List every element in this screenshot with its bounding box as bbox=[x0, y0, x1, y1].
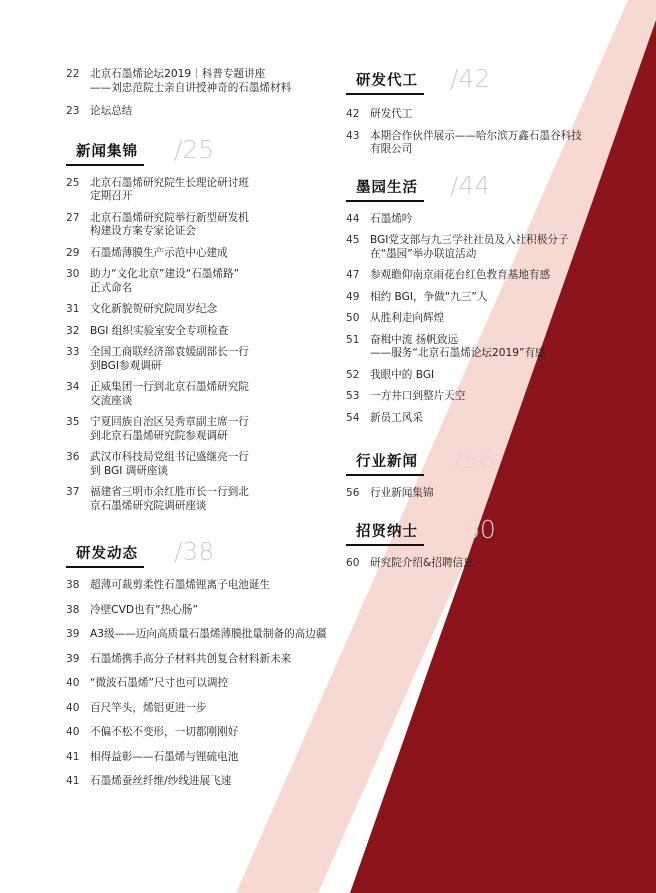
entry-page-number: 27 bbox=[66, 211, 80, 224]
entry-title: BGI 组织实验室安全专项检查 bbox=[90, 324, 229, 337]
entry-title: 石墨烯薄膜生产示范中心建成 bbox=[90, 246, 228, 259]
entry-page-number: 35 bbox=[66, 416, 80, 428]
entry-page-number: 34 bbox=[66, 381, 80, 393]
entry-title: 百尺竿头，烯铝更进一步 bbox=[90, 701, 207, 714]
entry-title: A3级——迈向高质量石墨烯薄膜批量制备的高边疆 bbox=[90, 628, 327, 640]
entry-page-number: 40 bbox=[66, 701, 80, 714]
entry-title: 新员工风采 bbox=[370, 411, 423, 424]
entry-title: 正威集团一行到北京石墨烯研究院 交流座谈 bbox=[90, 381, 249, 407]
industry-news-list bbox=[346, 487, 616, 501]
entry-page-number: 22 bbox=[66, 68, 80, 80]
toc-entry[interactable] bbox=[66, 677, 356, 691]
entry-title: 相约 BGI，争做“九三”人 bbox=[370, 290, 488, 303]
entry-page-number: 54 bbox=[346, 411, 360, 424]
entry-title: 石墨烯携手高分子材料共创复合材料新未来 bbox=[90, 652, 292, 665]
section-page: /42 bbox=[450, 64, 491, 93]
section-header-news bbox=[66, 134, 356, 169]
entry-page-number: 50 bbox=[346, 312, 360, 324]
section-page: /38 bbox=[174, 537, 215, 566]
entry-page-number: 40 bbox=[66, 677, 80, 689]
entry-title: 奋楫中流 扬帆致远 ——服务“北京石墨烯论坛2019”有感 bbox=[370, 333, 546, 359]
toc-entry[interactable] bbox=[346, 334, 616, 361]
entry-page-number: 47 bbox=[346, 269, 360, 281]
entry-page-number: 56 bbox=[346, 487, 360, 499]
entry-page-number: 29 bbox=[66, 246, 80, 259]
entry-title: 冷壁CVD也有“热心肠” bbox=[90, 603, 198, 616]
entry-title: BGI党支部与九三学社社员及入社积极分子 在“墨园”举办联谊活动 bbox=[370, 234, 569, 260]
news-list bbox=[66, 177, 356, 514]
toc-entry[interactable] bbox=[66, 751, 356, 765]
toc-entry[interactable] bbox=[66, 604, 356, 618]
entry-title: 论坛总结 bbox=[90, 105, 133, 117]
toc-entry[interactable] bbox=[66, 303, 356, 317]
entry-page-number: 37 bbox=[66, 486, 80, 498]
section-page: /44 bbox=[450, 170, 491, 200]
entry-title: 北京石墨烯研究院举行新型研发机 构建设方案专家论证会 bbox=[90, 211, 249, 237]
entry-title: 相得益彰——石墨烯与锂硫电池 bbox=[90, 750, 239, 763]
section-label: 新闻集锦 bbox=[66, 141, 144, 163]
rnd-list bbox=[66, 579, 356, 789]
section-header-campus-life bbox=[346, 170, 616, 205]
section-label: 研发动态 bbox=[66, 543, 144, 565]
recruitment-list bbox=[346, 557, 616, 571]
toc-entry[interactable] bbox=[66, 247, 356, 261]
entry-title: 行业新闻集锦 bbox=[370, 487, 434, 499]
left-column bbox=[66, 68, 356, 789]
entry-page-number: 30 bbox=[66, 268, 80, 280]
entry-page-number: 44 bbox=[346, 212, 360, 225]
section-header-rnd-dynamics bbox=[66, 537, 356, 571]
entry-page-number: 38 bbox=[66, 603, 80, 616]
toc-entry[interactable] bbox=[66, 486, 356, 513]
entry-page-number: 36 bbox=[66, 451, 80, 463]
entry-title: 石墨烯吟 bbox=[370, 212, 413, 225]
entry-page-number: 52 bbox=[346, 368, 360, 381]
campus-life-list bbox=[346, 213, 616, 426]
toc-entry[interactable] bbox=[66, 268, 356, 295]
entry-page-number: 33 bbox=[66, 346, 80, 358]
toc-entry[interactable] bbox=[346, 557, 616, 571]
entry-title: 北京石墨烯研究院生长理论研讨班 定期召开 bbox=[90, 176, 249, 202]
toc-entry[interactable] bbox=[66, 726, 356, 740]
section-label: 研发代工 bbox=[346, 70, 424, 92]
toc-entry[interactable] bbox=[346, 213, 616, 227]
section-header-recruitment bbox=[346, 514, 616, 549]
toc-entry[interactable] bbox=[66, 325, 356, 339]
section-label: 行业新闻 bbox=[346, 451, 424, 473]
toc-entry[interactable] bbox=[346, 312, 616, 326]
entry-page-number: 53 bbox=[346, 390, 360, 402]
entry-page-number: 32 bbox=[66, 324, 80, 337]
entry-title: 超薄可裁剪柔性石墨烯锂离子电池诞生 bbox=[90, 579, 271, 591]
toc-entry[interactable] bbox=[66, 628, 356, 642]
entry-title: 从胜利走向辉煌 bbox=[370, 312, 445, 324]
section-page: /56 bbox=[454, 445, 495, 474]
section-label: 墨园生活 bbox=[346, 177, 424, 199]
toc-entry[interactable] bbox=[346, 390, 616, 404]
entry-title: 北京石墨烯论坛2019｜科普专题讲座 ——刘忠范院士亲自讲授神奇的石墨烯材料 bbox=[90, 68, 292, 94]
toc-entry[interactable] bbox=[66, 346, 356, 373]
toc-entry[interactable] bbox=[66, 381, 356, 408]
toc-entry[interactable] bbox=[66, 702, 356, 716]
entry-page-number: 40 bbox=[66, 726, 80, 738]
toc-entry[interactable] bbox=[66, 416, 356, 443]
toc-entry[interactable] bbox=[66, 212, 356, 239]
section-page: 60 bbox=[464, 514, 496, 544]
toc-entry[interactable] bbox=[346, 130, 616, 157]
toc-entry[interactable] bbox=[66, 579, 356, 593]
entry-title: 石墨烯蚕丝纤维/纱线进展飞速 bbox=[90, 775, 232, 787]
section-header-industry-news bbox=[346, 445, 616, 479]
toc-entry[interactable] bbox=[66, 68, 356, 95]
toc-entry[interactable] bbox=[346, 412, 616, 426]
entry-title: 一方井口到整片天空 bbox=[370, 390, 466, 402]
toc-entry[interactable] bbox=[346, 487, 616, 501]
entry-page-number: 60 bbox=[346, 556, 360, 569]
entry-title: 不偏不松不变形，一切都刚刚好 bbox=[90, 726, 239, 738]
entry-title: 全国工商联经济部袁媛副部长一行 到BGI参观调研 bbox=[90, 346, 249, 372]
entry-title: 福建省三明市余红胜市长一行到北 京石墨烯研究院调研座谈 bbox=[90, 486, 249, 512]
entry-title: 研究院介绍&招聘信息 bbox=[370, 556, 474, 569]
section-header-rnd-foundry bbox=[346, 64, 616, 98]
foundry-list bbox=[346, 108, 616, 157]
entry-title: 宁夏回族自治区吴秀章副主席一行 到北京石墨烯研究院参观调研 bbox=[90, 416, 249, 442]
entry-page-number: 45 bbox=[346, 234, 360, 246]
entry-title: “微波石墨烯”尺寸也可以调控 bbox=[90, 677, 229, 689]
entry-title: 参观瞻仰南京雨花台红色教育基地有感 bbox=[370, 269, 551, 281]
toc-entry[interactable] bbox=[66, 105, 356, 119]
entry-page-number: 23 bbox=[66, 105, 80, 117]
entry-page-number: 39 bbox=[66, 652, 80, 665]
entry-title: 我眼中的 BGI bbox=[370, 368, 435, 381]
toc-entry[interactable] bbox=[346, 369, 616, 383]
toc-entry[interactable] bbox=[346, 269, 616, 283]
toc-entry[interactable] bbox=[346, 108, 616, 122]
section-page: /25 bbox=[174, 134, 215, 164]
toc-entry[interactable] bbox=[346, 234, 616, 261]
entry-title: 文化新貌贺研究院周岁纪念 bbox=[90, 303, 218, 315]
right-column bbox=[346, 64, 616, 570]
toc-entry[interactable] bbox=[66, 653, 356, 667]
entry-page-number: 49 bbox=[346, 290, 360, 303]
entry-title: 武汉市科技局党组书记盛继亮一行 到 BGI 调研座谈 bbox=[90, 451, 249, 477]
entry-page-number: 42 bbox=[346, 108, 360, 120]
entry-page-number: 39 bbox=[66, 628, 80, 640]
entry-page-number: 41 bbox=[66, 750, 80, 763]
toc-entry[interactable] bbox=[66, 177, 356, 204]
entry-page-number: 41 bbox=[66, 775, 80, 787]
entry-page-number: 51 bbox=[346, 333, 360, 346]
section-label: 招贤纳士 bbox=[346, 521, 424, 543]
intro-list bbox=[66, 68, 356, 119]
entry-page-number: 31 bbox=[66, 303, 80, 315]
entry-title: 研发代工 bbox=[370, 108, 413, 120]
toc-entry[interactable] bbox=[66, 775, 356, 789]
entry-page-number: 25 bbox=[66, 176, 80, 189]
entry-title: 本期合作伙伴展示——哈尔滨万鑫石墨谷科技 有限公司 bbox=[370, 129, 582, 155]
entry-page-number: 38 bbox=[66, 579, 80, 591]
toc-entry[interactable] bbox=[66, 451, 356, 478]
entry-title: 助力“文化北京”建设“石墨烯路” 正式命名 bbox=[90, 268, 240, 294]
toc-entry[interactable] bbox=[346, 291, 616, 305]
entry-page-number: 43 bbox=[346, 129, 360, 142]
